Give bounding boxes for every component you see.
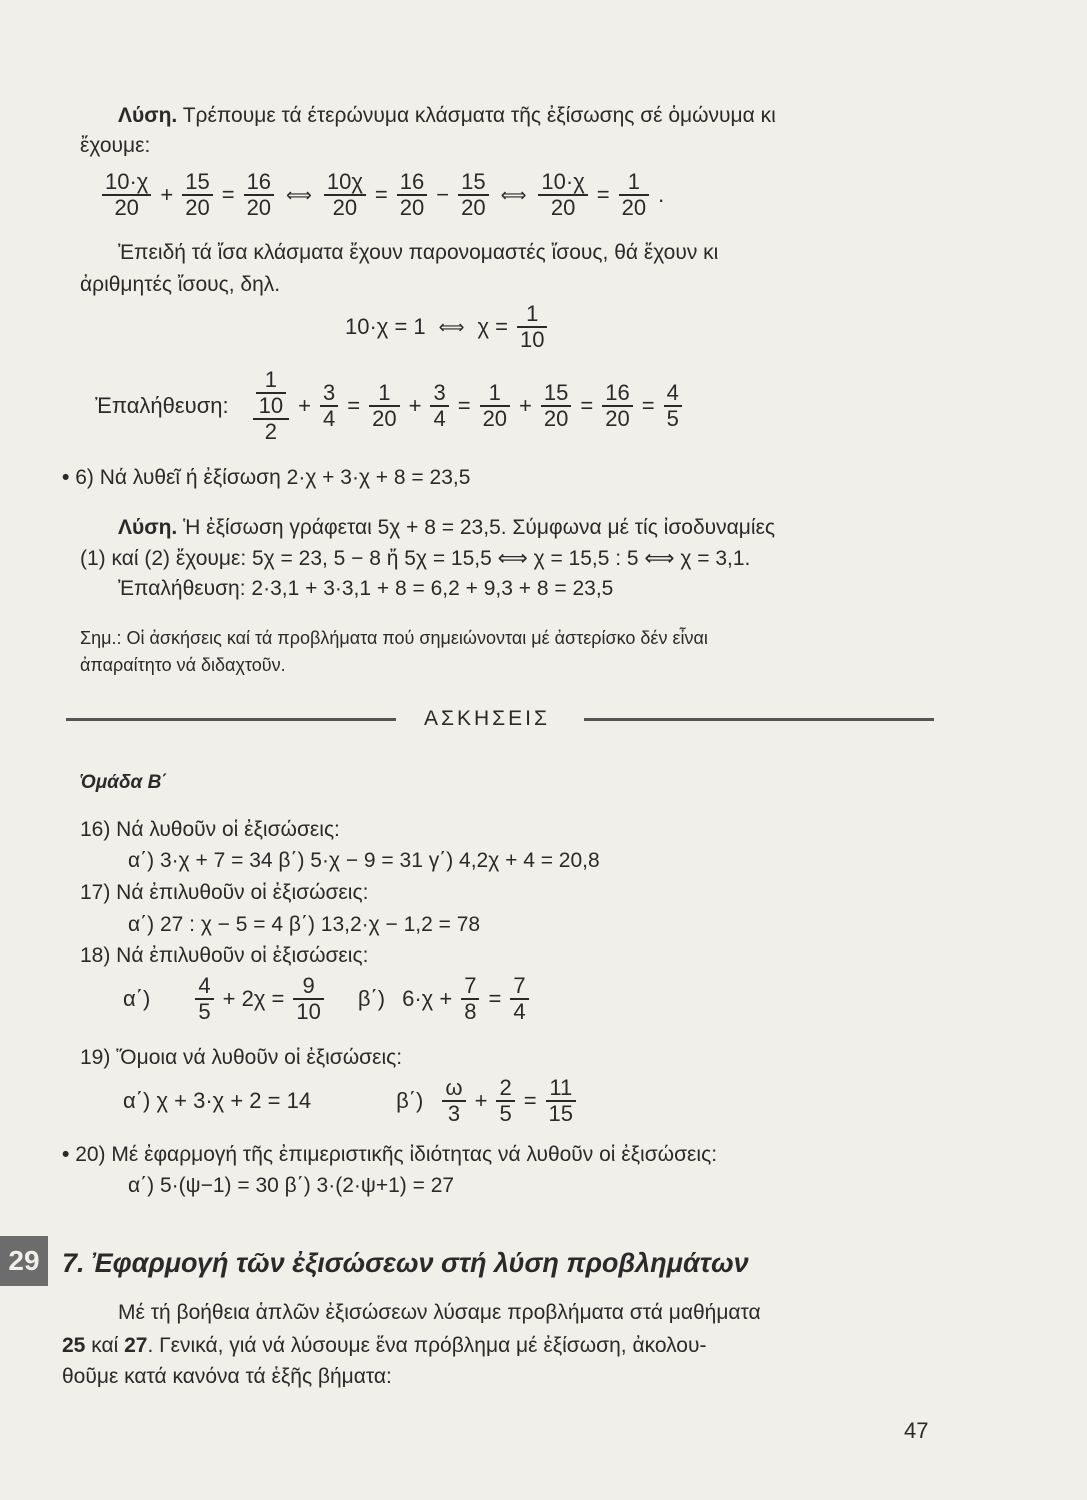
exercise-20-title: • 20) Μέ ἐφαρμογή τῆς ἐπιμεριστικῆς ἰδιότητας νά λυθοῦν οἱ ἐξισώσεις:: [62, 1143, 718, 1166]
equivalence-arrow: ⟺: [500, 184, 527, 205]
solution2-line2: (1) καί (2) ἔχουμε: 5χ = 23, 5 − 8 ἤ 5χ = 15,5 ⟺ χ = 15,5 : 5 ⟺ χ = 3,1.: [80, 547, 751, 570]
solution1-line2: ἔχουμε:: [80, 134, 151, 157]
complex-fraction: $\frac{\frac{1}{10}}{2}$: [253, 368, 289, 444]
fraction: $\frac{16}{20}$: [397, 170, 427, 220]
fraction: $\frac{10\cdot\chi}{20}$: [538, 170, 587, 220]
exercise-20-body: α΄) 5·(ψ−1) = 30 β΄) 3·(2·ψ+1) = 27: [128, 1174, 455, 1197]
exercise-18-title: 18) Νά ἐπιλυθοῦν οἱ ἐξισώσεις:: [80, 944, 369, 967]
example-6: • 6) Νά λυθεῖ ή ἐξίσωση 2·χ + 3·χ + 8 = 23,5: [62, 466, 471, 489]
fraction: $\frac{10\cdot\chi}{20}$: [102, 170, 151, 220]
solution2-line3: Ἐπαλήθευση: 2·3,1 + 3·3,1 + 8 = 6,2 + 9,3 + 8 = 23,5: [118, 577, 614, 600]
chapter-title: 7. Ἐφαρμογή τῶν ἐξισώσεων στή λύση προβλημάτων: [62, 1248, 749, 1278]
intro-line3: θοῦμε κατά κανόνα τά ἑξῆς βήματα:: [62, 1365, 392, 1388]
exercise-16-title: 16) Νά λυθοῦν οἱ ἐξισώσεις:: [80, 818, 340, 841]
note-line2: ἀπαραίτητο νά διδαχτοῦν.: [80, 655, 286, 675]
note-line1: Σημ.: Οἱ ἀσκήσεις καί τά προβλήματα πού σημειώνονται μέ ἀστερίσκο δέν εἶναι: [80, 628, 708, 648]
fraction: $\frac{10\chi}{20}$: [324, 170, 366, 220]
para2-line2: ἀριθμητές ἴσους, δηλ.: [80, 273, 281, 296]
equation-1: $\frac{10\cdot\chi}{20}$ + $\frac{15}{20}$ = $\frac{16}{20}$ ⟺ $\frac{10\chi}{20}$ = $\frac{16}{20}$ − $\frac{15}{20}$ ⟺ $\frac{10\cdot\chi}{20}$ = $\frac{1}{20}$ .: [98, 170, 669, 220]
section-number-badge: 29: [0, 1236, 48, 1286]
exercise-18-body: α΄) $\frac{4}{5}$ + 2χ = $\frac{9}{10}$ β΄) 6·χ + $\frac{7}{8}$ = $\frac{7}{4}$: [118, 974, 533, 1024]
fraction: $\frac{15}{20}$: [182, 170, 212, 220]
page-number: 47: [904, 1418, 929, 1443]
equivalence-arrow: ⟺: [286, 184, 312, 205]
exercise-17-title: 17) Νά ἐπιλυθοῦν οἱ ἐξισώσεις:: [80, 881, 369, 904]
solution1-text: Τρέπουμε τά έτερώνυμα κλάσματα τῆς ἐξίσωσης σέ ὁμώνυμα κι: [182, 104, 776, 127]
equation-2: 10·χ = 1 ⟺ χ = $\frac{1}{10}$: [340, 302, 551, 352]
exercise-17-body: α΄) 27 : χ − 5 = 4 β΄) 13,2·χ − 1,2 = 78: [128, 913, 481, 936]
para2-line1: Ἐπειδή τά ἴσα κλάσματα ἔχουν παρονομαστές ἴσους, θά ἔχουν κι: [118, 241, 719, 264]
fraction: $\frac{1}{10}$: [517, 302, 547, 352]
fraction: $\frac{1}{20}$: [619, 170, 649, 220]
fraction: $\frac{16}{20}$: [244, 170, 274, 220]
solution1-label: Λύση.: [118, 104, 178, 127]
exercise-19-body: α΄) χ + 3·χ + 2 = 14 β΄) $\frac{\omega}{3}$ + $\frac{2}{5}$ = $\frac{11}{15}$: [118, 1076, 580, 1126]
solution1-line1: [118, 103, 776, 129]
exercise-19-title: 19) Ὅμοια νά λυθοῦν οἱ ἐξισώσεις:: [80, 1046, 403, 1069]
intro-line1: Μέ τή βοήθεια ἁπλῶν ἐξισώσεων λύσαμε προβλήματα στά μαθήματα: [118, 1301, 761, 1324]
exercises-title: ΑΣΚΗΣΕΙΣ: [424, 707, 550, 730]
intro-line2: 25 καί 27. Γενικά, γιά νά λύσουμε ἕνα πρόβλημα μέ ἐξίσωση, ἀκολου-: [62, 1334, 707, 1357]
separator-right: [584, 718, 934, 721]
group-label: Ὁμάδα Β΄: [80, 772, 168, 793]
fraction: $\frac{15}{20}$: [458, 170, 488, 220]
solution2-line1: Λύση. Ἡ ἐξίσωση γράφεται 5χ + 8 = 23,5. Σύμφωνα μέ τίς ἰσοδυναμίες: [118, 516, 776, 539]
exercise-16-body: α΄) 3·χ + 7 = 34 β΄) 5·χ − 9 = 31 γ΄) 4,2χ + 4 = 20,8: [128, 849, 600, 872]
verification-1: Ἐπαλήθευση: $\frac{\frac{1}{10}}{2}$ + $\frac{3}{4}$ = $\frac{1}{20}$ + $\frac{3}{4}$ = $\frac{1}{20}$ + $\frac{15}{20}$ = $\frac{16}{20}$ = $\frac{4}{5}$: [90, 368, 686, 444]
separator-left: [66, 718, 396, 721]
